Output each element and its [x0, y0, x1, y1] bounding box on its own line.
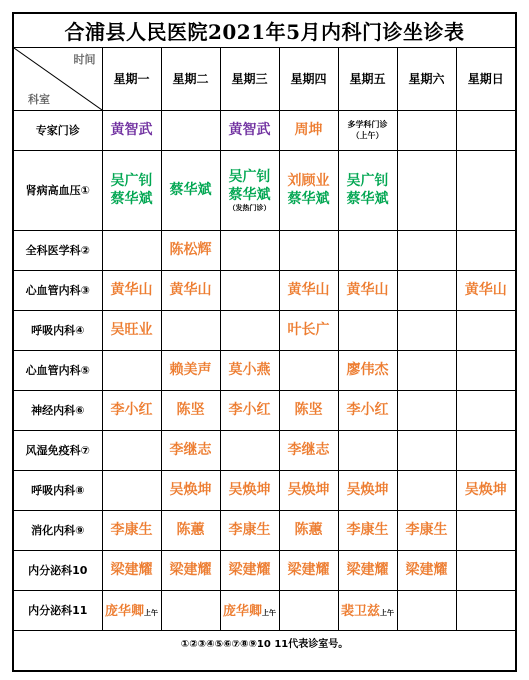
schedule-cell-mon: [102, 270, 161, 310]
schedule-row: [14, 110, 515, 150]
clinic-note: （上午）: [351, 131, 384, 140]
schedule-row: [14, 510, 515, 550]
time-label: 时间: [73, 53, 96, 66]
day-header-thu: 星期四: [279, 48, 338, 110]
doctor-name: 吴焕坤: [346, 482, 389, 498]
clinic-note: 多学科门诊: [347, 120, 388, 129]
schedule-sheet: [12, 12, 517, 672]
schedule-cell-fri: [338, 310, 397, 350]
room-label: 科室: [28, 92, 50, 106]
schedule-row: [14, 270, 515, 310]
doctor-name: 黄华山: [169, 282, 212, 298]
day-header-sun: 星期日: [456, 48, 515, 110]
schedule-cell-sun: [456, 270, 515, 310]
schedule-row: [14, 390, 515, 430]
schedule-cell-mon: [102, 430, 161, 470]
doctor-name: 庞华卿: [222, 603, 262, 619]
department-label: 心血管内科⑤: [14, 350, 102, 390]
schedule-cell-tue: [161, 470, 220, 510]
schedule-cell-wed: [220, 350, 279, 390]
page-title: 合浦县人民医院2021年5月内科门诊坐诊表: [14, 14, 515, 48]
schedule-cell-fri: [338, 110, 397, 150]
schedule-cell-thu: [279, 550, 338, 590]
schedule-cell-sat: [397, 550, 456, 590]
department-label: 专家门诊: [14, 110, 102, 150]
schedule-cell-fri: [338, 430, 397, 470]
doctor-name: 李康生: [110, 522, 153, 538]
schedule-cell-mon: [102, 550, 161, 590]
header-row: [14, 48, 515, 110]
doctor-name: 梁建耀: [110, 562, 153, 578]
schedule-cell-fri: [338, 150, 397, 230]
cell-top-half: [103, 172, 161, 190]
schedule-cell-sun: [456, 550, 515, 590]
doctor-name: 莫小燕: [228, 362, 271, 378]
schedule-cell-wed: [220, 390, 279, 430]
doctor-name: 黄智武: [228, 122, 271, 138]
cell-bottom-half: [339, 190, 397, 208]
schedule-cell-fri: [338, 510, 397, 550]
schedule-cell-sat: [397, 510, 456, 550]
schedule-cell-fri: [338, 230, 397, 270]
day-header-sat: 星期六: [397, 48, 456, 110]
doctor-name: 黄华山: [110, 282, 153, 298]
doctor-name: 吴广钊: [228, 169, 271, 185]
schedule-cell-wed: [220, 110, 279, 150]
doctor-name: 黄华山: [464, 282, 507, 298]
split-cell: [339, 172, 397, 208]
doctor-name: 蔡华斌: [287, 191, 330, 207]
session-suffix: 上午: [144, 608, 158, 617]
schedule-cell-thu: [279, 270, 338, 310]
schedule-cell-sat: [397, 470, 456, 510]
schedule-cell-sun: [456, 230, 515, 270]
schedule-cell-thu: [279, 230, 338, 270]
doctor-name: 梁建耀: [228, 562, 271, 578]
schedule-cell-fri: [338, 470, 397, 510]
department-label: 心血管内科③: [14, 270, 102, 310]
schedule-cell-sat: [397, 310, 456, 350]
schedule-cell-mon: [102, 110, 161, 150]
schedule-cell-wed: [220, 230, 279, 270]
department-label: 内分泌科11: [14, 590, 102, 630]
schedule-cell-sat: [397, 110, 456, 150]
schedule-cell-sun: [456, 390, 515, 430]
department-label: 内分泌科10: [14, 550, 102, 590]
schedule-cell-mon: [102, 350, 161, 390]
cell-top-half: [221, 168, 279, 186]
schedule-cell-thu: [279, 430, 338, 470]
schedule-cell-sun: [456, 310, 515, 350]
cell-top-half: [339, 172, 397, 190]
doctor-name: 李康生: [405, 522, 448, 538]
doctor-name: 吴焕坤: [287, 482, 330, 498]
schedule-cell-sat: [397, 390, 456, 430]
doctor-name: 黄智武: [110, 122, 153, 138]
cell-bottom-half: [280, 190, 338, 208]
schedule-cell-thu: [279, 390, 338, 430]
schedule-row: [14, 150, 515, 230]
doctor-name: 梁建耀: [169, 562, 212, 578]
department-label: 全科医学科②: [14, 230, 102, 270]
doctor-name: 吴焕坤: [464, 482, 507, 498]
schedule-cell-sat: [397, 230, 456, 270]
schedule-cell-thu: [279, 510, 338, 550]
doctor-name: 陈坚: [294, 402, 323, 418]
schedule-cell-sun: [456, 350, 515, 390]
department-label: 呼吸内科⑧: [14, 470, 102, 510]
doctor-name: 赖美声: [169, 362, 212, 378]
schedule-cell-sat: [397, 150, 456, 230]
doctor-name: 李康生: [228, 522, 271, 538]
doctor-name: 黄华山: [287, 282, 330, 298]
schedule-row: [14, 470, 515, 510]
schedule-cell-wed: [220, 510, 279, 550]
schedule-cell-sun: [456, 510, 515, 550]
doctor-name: 李小红: [110, 402, 153, 418]
schedule-cell-tue: [161, 310, 220, 350]
schedule-cell-mon: [102, 230, 161, 270]
doctor-name: 叶长广: [287, 322, 330, 338]
schedule-table: [14, 48, 515, 631]
doctor-name: 梁建耀: [287, 562, 330, 578]
schedule-cell-sun: [456, 150, 515, 230]
department-label: 肾病高血压①: [14, 150, 102, 230]
cell-bottom-half: [221, 186, 279, 212]
schedule-cell-wed: [220, 150, 279, 230]
schedule-cell-sun: [456, 110, 515, 150]
schedule-cell-thu: [279, 470, 338, 510]
doctor-name: 廖伟杰: [346, 362, 389, 378]
schedule-cell-mon: [102, 150, 161, 230]
doctor-name: 蔡华斌: [110, 191, 153, 207]
doctor-name: 梁建耀: [346, 562, 389, 578]
schedule-cell-tue: [161, 270, 220, 310]
schedule-cell-thu: [279, 150, 338, 230]
schedule-cell-wed: [220, 270, 279, 310]
schedule-cell-sat: [397, 270, 456, 310]
schedule-cell-mon: [102, 310, 161, 350]
schedule-cell-wed: [220, 310, 279, 350]
doctor-name: 裴卫兹: [340, 603, 380, 619]
schedule-cell-tue: [161, 230, 220, 270]
schedule-cell-thu: [279, 110, 338, 150]
department-label: 呼吸内科④: [14, 310, 102, 350]
schedule-cell-mon: [102, 390, 161, 430]
session-suffix: 上午: [380, 608, 394, 617]
schedule-cell-tue: [161, 150, 220, 230]
split-cell: [103, 172, 161, 208]
doctor-name: 吴焕坤: [169, 482, 212, 498]
doctor-name: 吴广钊: [110, 173, 153, 189]
doctor-name: 梁建耀: [405, 562, 448, 578]
department-label: 风湿免疫科⑦: [14, 430, 102, 470]
schedule-cell-fri: [338, 550, 397, 590]
split-cell: [280, 172, 338, 208]
doctor-name: 吴广钊: [346, 173, 389, 189]
schedule-cell-sun: [456, 430, 515, 470]
schedule-body: [14, 110, 515, 630]
cell-bottom-half: [162, 181, 220, 199]
schedule-row: [14, 550, 515, 590]
doctor-name: 蔡华斌: [228, 187, 271, 203]
day-header-wed: 星期三: [220, 48, 279, 110]
doctor-name: 陈蕙: [176, 522, 205, 538]
schedule-row: [14, 350, 515, 390]
schedule-cell-mon: [102, 470, 161, 510]
doctor-name: 吴焕坤: [228, 482, 271, 498]
doctor-name: 李康生: [346, 522, 389, 538]
doctor-name: 李小红: [346, 402, 389, 418]
session-suffix: 上午: [262, 608, 276, 617]
schedule-cell-wed: [220, 430, 279, 470]
doctor-name: 陈蕙: [294, 522, 323, 538]
schedule-cell-sun: [456, 470, 515, 510]
doctor-name: 陈坚: [176, 402, 205, 418]
schedule-cell-thu: [279, 350, 338, 390]
department-label: 消化内科⑨: [14, 510, 102, 550]
doctor-name: 陈松辉: [169, 242, 212, 258]
split-cell: [221, 168, 279, 212]
department-label: 神经内科⑥: [14, 390, 102, 430]
schedule-cell-fri: [338, 350, 397, 390]
day-header-mon: 星期一: [102, 48, 161, 110]
cell-bottom-half: [103, 190, 161, 208]
schedule-row: [14, 430, 515, 470]
split-cell: [162, 181, 220, 199]
schedule-cell-sat: [397, 350, 456, 390]
schedule-row: [14, 230, 515, 270]
doctor-name: 庞华卿: [104, 603, 144, 619]
schedule-cell-tue: [161, 550, 220, 590]
schedule-cell-wed: [220, 470, 279, 510]
schedule-cell-mon: [102, 510, 161, 550]
footer-note: ①②③④⑤⑥⑦⑧⑨10 11代表诊室号。: [180, 638, 349, 650]
doctor-name: 李继志: [287, 442, 330, 458]
doctor-name: 李小红: [228, 402, 271, 418]
schedule-cell-tue: [161, 390, 220, 430]
doctor-name: 吴旺业: [110, 322, 153, 338]
schedule-row: [14, 310, 515, 350]
doctor-name: 刘顾业: [287, 173, 330, 189]
cell-top-half: [280, 172, 338, 190]
schedule-cell-tue: [161, 350, 220, 390]
doctor-name: 黄华山: [346, 282, 389, 298]
schedule-cell-thu: [279, 310, 338, 350]
schedule-cell-tue: [161, 430, 220, 470]
schedule-cell-fri: [338, 270, 397, 310]
doctor-name: 李继志: [169, 442, 212, 458]
doctor-name: 蔡华斌: [346, 191, 389, 207]
day-header-fri: 星期五: [338, 48, 397, 110]
schedule-cell-tue: [161, 510, 220, 550]
doctor-name: 蔡华斌: [169, 182, 212, 198]
doctor-name: 周坤: [294, 122, 323, 138]
corner-cell: [14, 48, 102, 110]
schedule-cell-sat: [397, 430, 456, 470]
schedule-cell-tue: [161, 110, 220, 150]
clinic-note: （发热门诊）: [228, 204, 271, 212]
schedule-cell-fri: [338, 390, 397, 430]
schedule-cell-wed: [220, 550, 279, 590]
day-header-tue: 星期二: [161, 48, 220, 110]
